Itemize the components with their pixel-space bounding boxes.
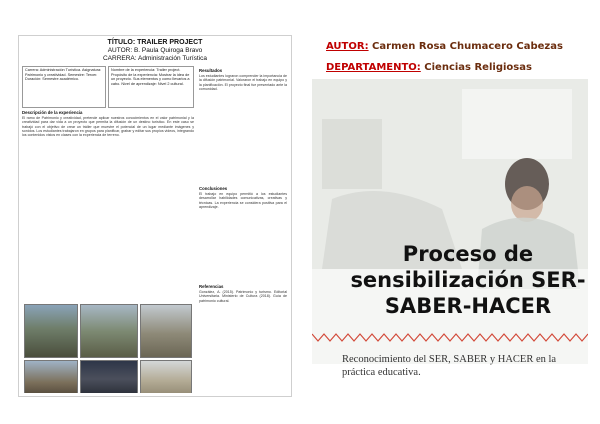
poster-right-column — [199, 66, 287, 393]
poster-references-text: González, A. (2015). Patrimonio y turismo. Editorial Universitaria. Ministerio de Cultura (2018). Guía de patrimonio cultural. — [199, 290, 287, 303]
cover-title-line-2: sensibilización SER- — [350, 268, 586, 292]
poster-career: CARRERA: Administración Turística — [102, 55, 208, 62]
poster-conclusions-text: El trabajo en equipo permitió a los estudiantes desarrollar habilidades comunicativas, creativas y técnicas. La experiencia se considera positiva para el aprendizaje. — [199, 192, 287, 209]
photo-night-city — [80, 360, 138, 393]
author-name: Carmen Rosa Chumacero Cabezas — [368, 41, 563, 52]
photo-path — [140, 304, 192, 358]
photo-hikers — [24, 304, 78, 358]
poster-results-text: Los estudiantes lograron comprender la importancia de la difusión patrimonial. Valoraron el trabajo en equipo y la planificación. El proyecto final fue presentado ante la comunidad. — [199, 74, 287, 91]
poster-columns — [22, 66, 288, 393]
poster-conclusions-heading: Conclusiones — [199, 186, 228, 191]
poster-info-box: Carrera: Administración Turística. Asignatura: Patrimonio y creatividad. Semestre: Tercer. Duración: Semestre académico. — [22, 66, 106, 108]
poster-page — [18, 35, 292, 397]
cover-title-line-1: Proceso de — [402, 242, 534, 266]
photo-tree — [140, 360, 192, 393]
author-label: AUTOR: — [326, 41, 369, 52]
author-line — [326, 41, 563, 52]
cover-photo — [312, 79, 588, 364]
poster-left-column — [22, 66, 194, 393]
poster-header — [19, 39, 291, 63]
poster-references-heading: Referencias — [199, 284, 224, 289]
photo-landscape — [80, 304, 138, 358]
decorative-wave-divider — [312, 331, 588, 345]
cover-page — [312, 35, 588, 395]
department-label: DEPARTAMENTO: — [326, 62, 421, 73]
department-name: Ciencias Religiosas — [420, 62, 532, 73]
poster-results-heading: Resultados — [199, 68, 223, 73]
cover-subtitle: Reconocimiento del SER, SABER y HACER en la práctica educativa. — [342, 354, 557, 378]
department-line — [326, 62, 532, 73]
poster-title: TÍTULO: TRAILER PROJECT — [107, 39, 203, 46]
photo-mountain — [24, 360, 78, 393]
poster-description-heading: Descripción de la experiencia — [22, 110, 83, 115]
poster-experience-box: Nombre de la experiencia: Trailer project. Propósito de la experiencia: Mostrar la idea de un proyecto. Sus elementos y como llevarlos a cabo. Nivel de aprendizaje: Nivel 2 cultural. — [108, 66, 194, 108]
poster-author: AUTOR: B. Paula Quiroga Bravo — [107, 47, 203, 54]
cover-title — [348, 241, 588, 319]
cover-title-line-3: SABER-HACER — [384, 294, 552, 318]
poster-description-text: El ramo de Patrimonio y creatividad, pretende aplicar nuestros conocimientos en el valor patrimonial y la creatividad para dar vida a un proyecto que permita la difusión de un destino turístico. En este caso se trabajó con el objetivo de crear un tráiler que muestre el potencial de un lugar mediante imágenes y sonidos. Los estudiantes trabajaron en grupos para planificar, grabar y editar sus propios videos, integrando los contenidos vistos en clases con la experiencia de terreno. — [22, 116, 194, 138]
cover-photo-illustration — [312, 79, 588, 364]
